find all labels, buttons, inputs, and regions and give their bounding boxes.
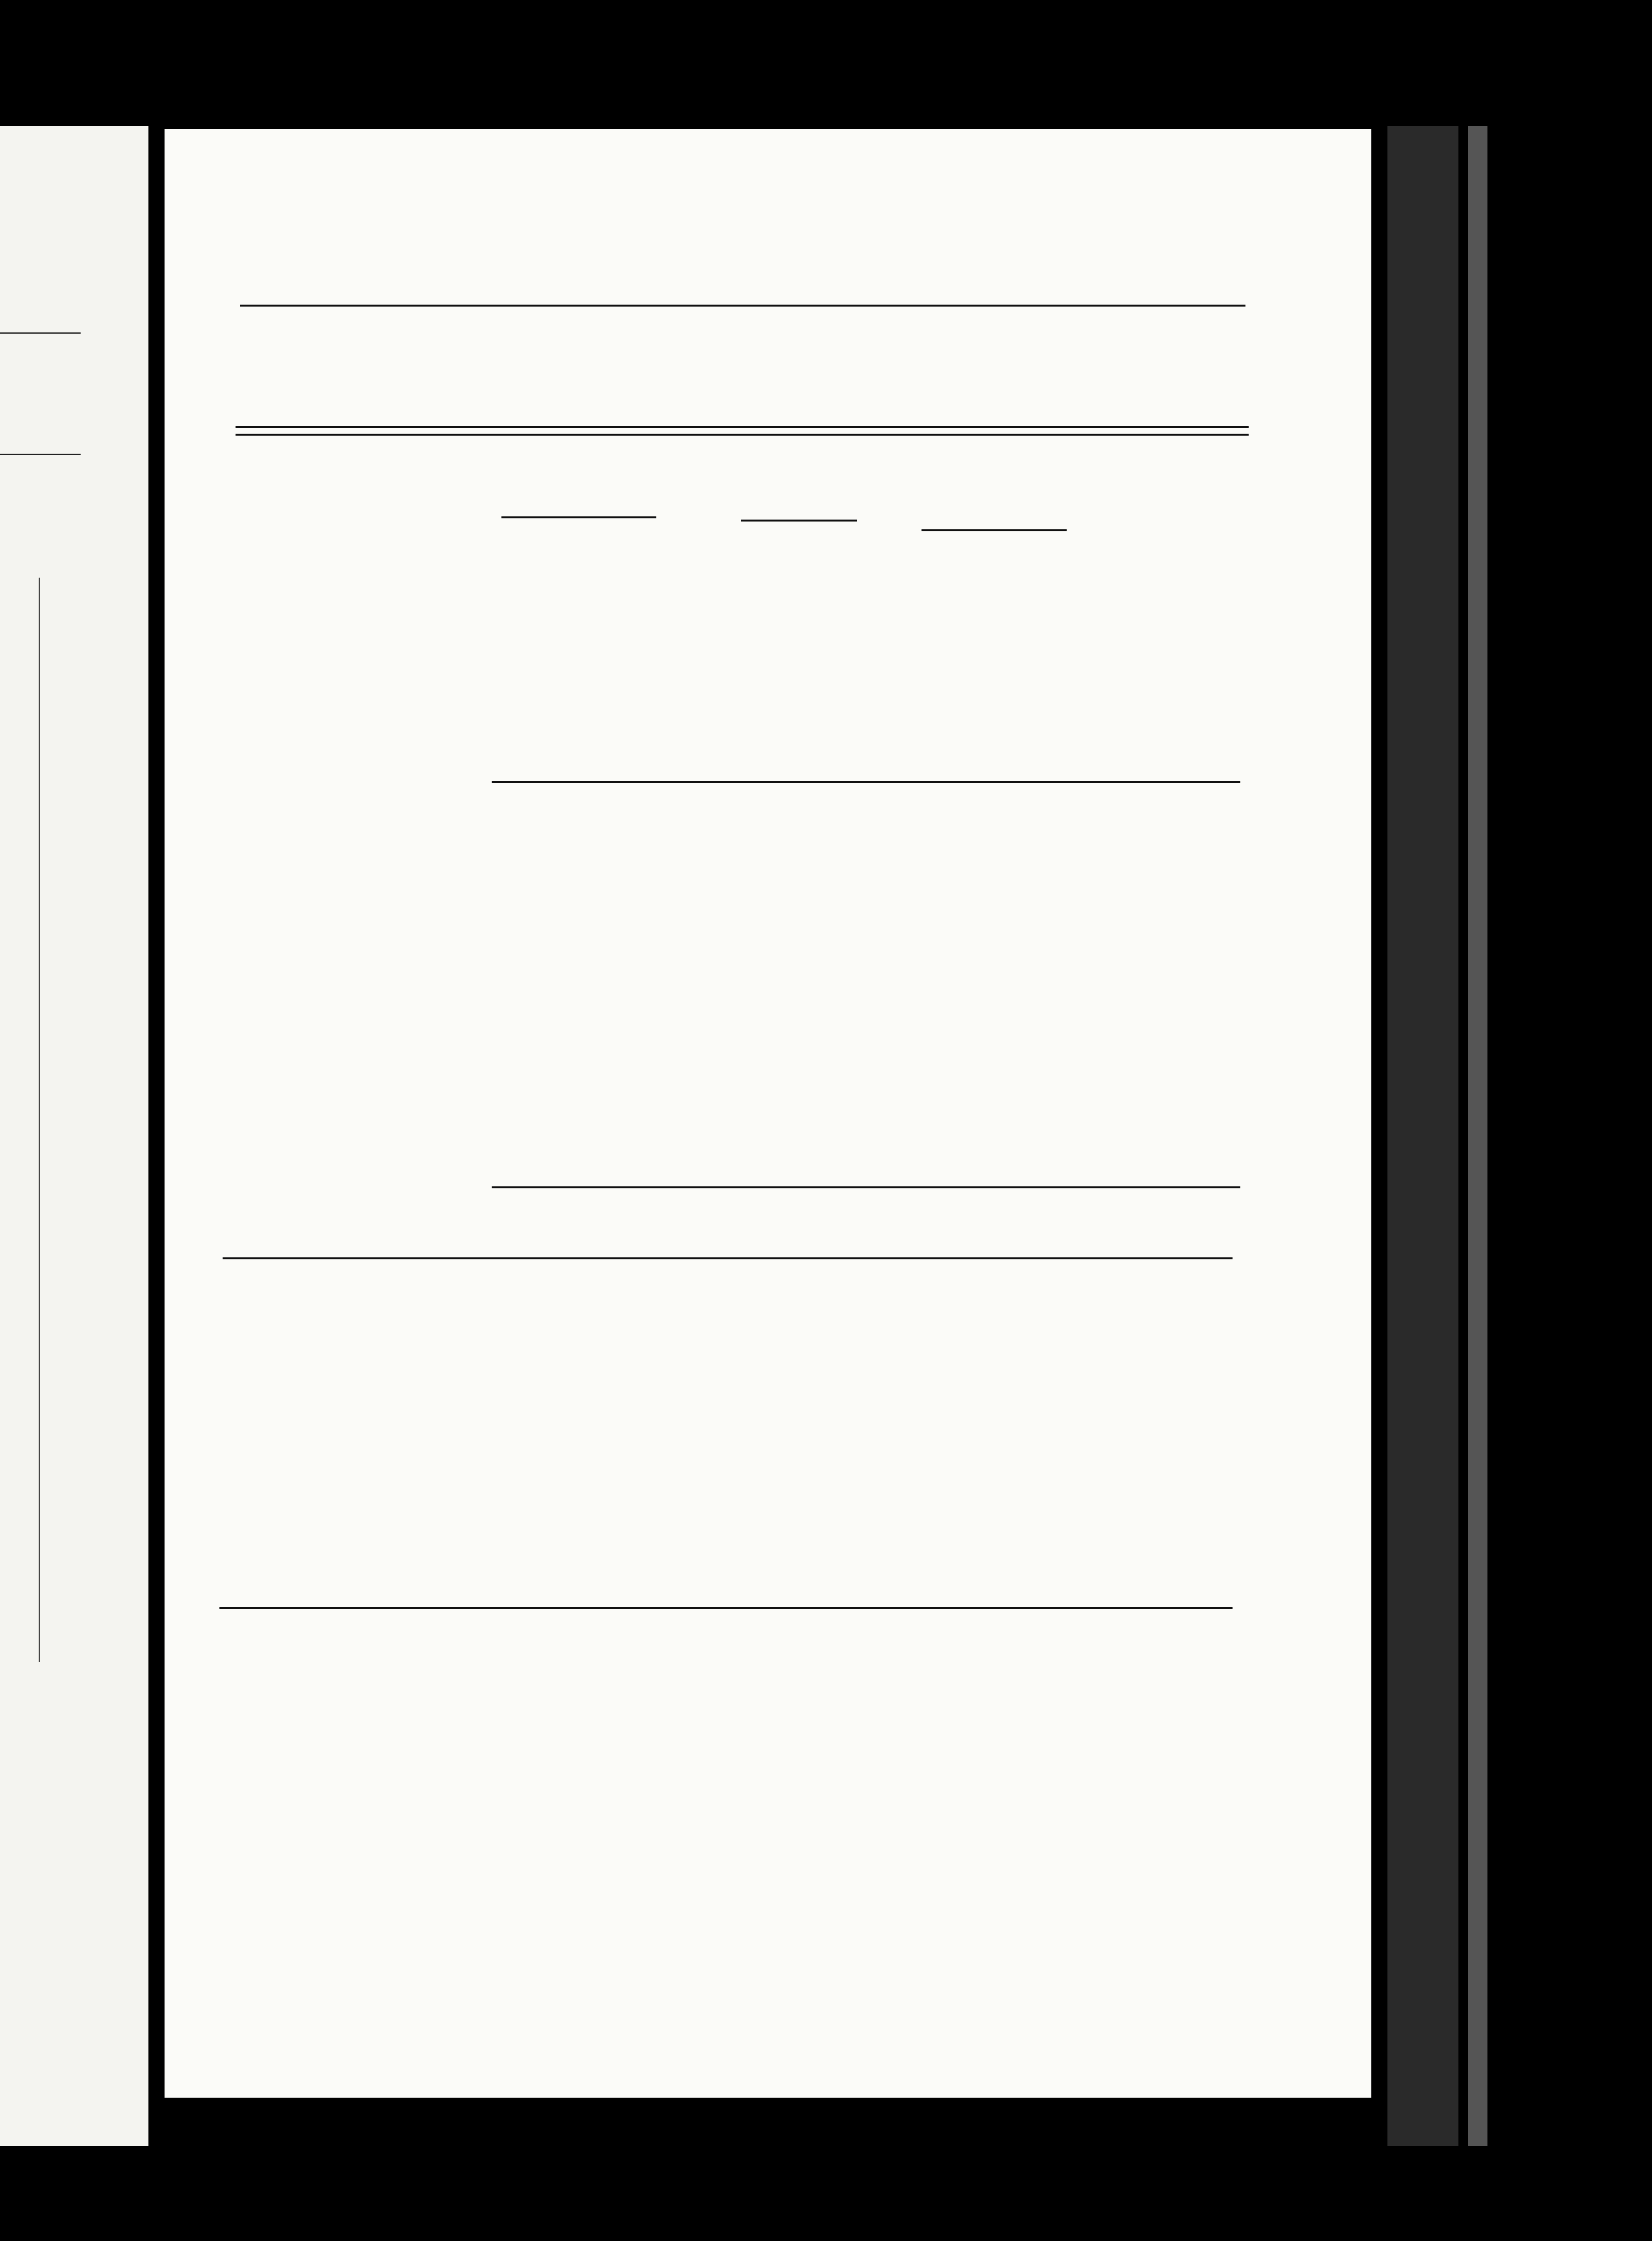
results-rule bbox=[741, 520, 857, 522]
recap-end-rule bbox=[219, 1607, 1233, 1609]
district-end-rule bbox=[223, 1257, 1233, 1259]
book-spine bbox=[1387, 126, 1458, 2146]
present-members-rule bbox=[501, 516, 656, 518]
facing-page-rule bbox=[0, 332, 81, 334]
book-spine-edge bbox=[1468, 126, 1487, 2146]
table-top-rule-inner bbox=[236, 434, 1249, 436]
facing-page-fragment bbox=[0, 126, 148, 2146]
net-wrap bbox=[219, 0, 1239, 1]
page bbox=[165, 129, 1371, 2098]
facing-page-column-line bbox=[39, 578, 40, 1662]
total-rule bbox=[492, 1186, 1240, 1188]
table-top-rule bbox=[236, 426, 1249, 428]
baptisms-rule bbox=[922, 529, 1067, 531]
facing-page-headers bbox=[0, 578, 81, 913]
facing-page-rule bbox=[0, 454, 81, 455]
running-head-rule bbox=[240, 305, 1245, 307]
header-bottom-rule bbox=[492, 781, 1240, 783]
